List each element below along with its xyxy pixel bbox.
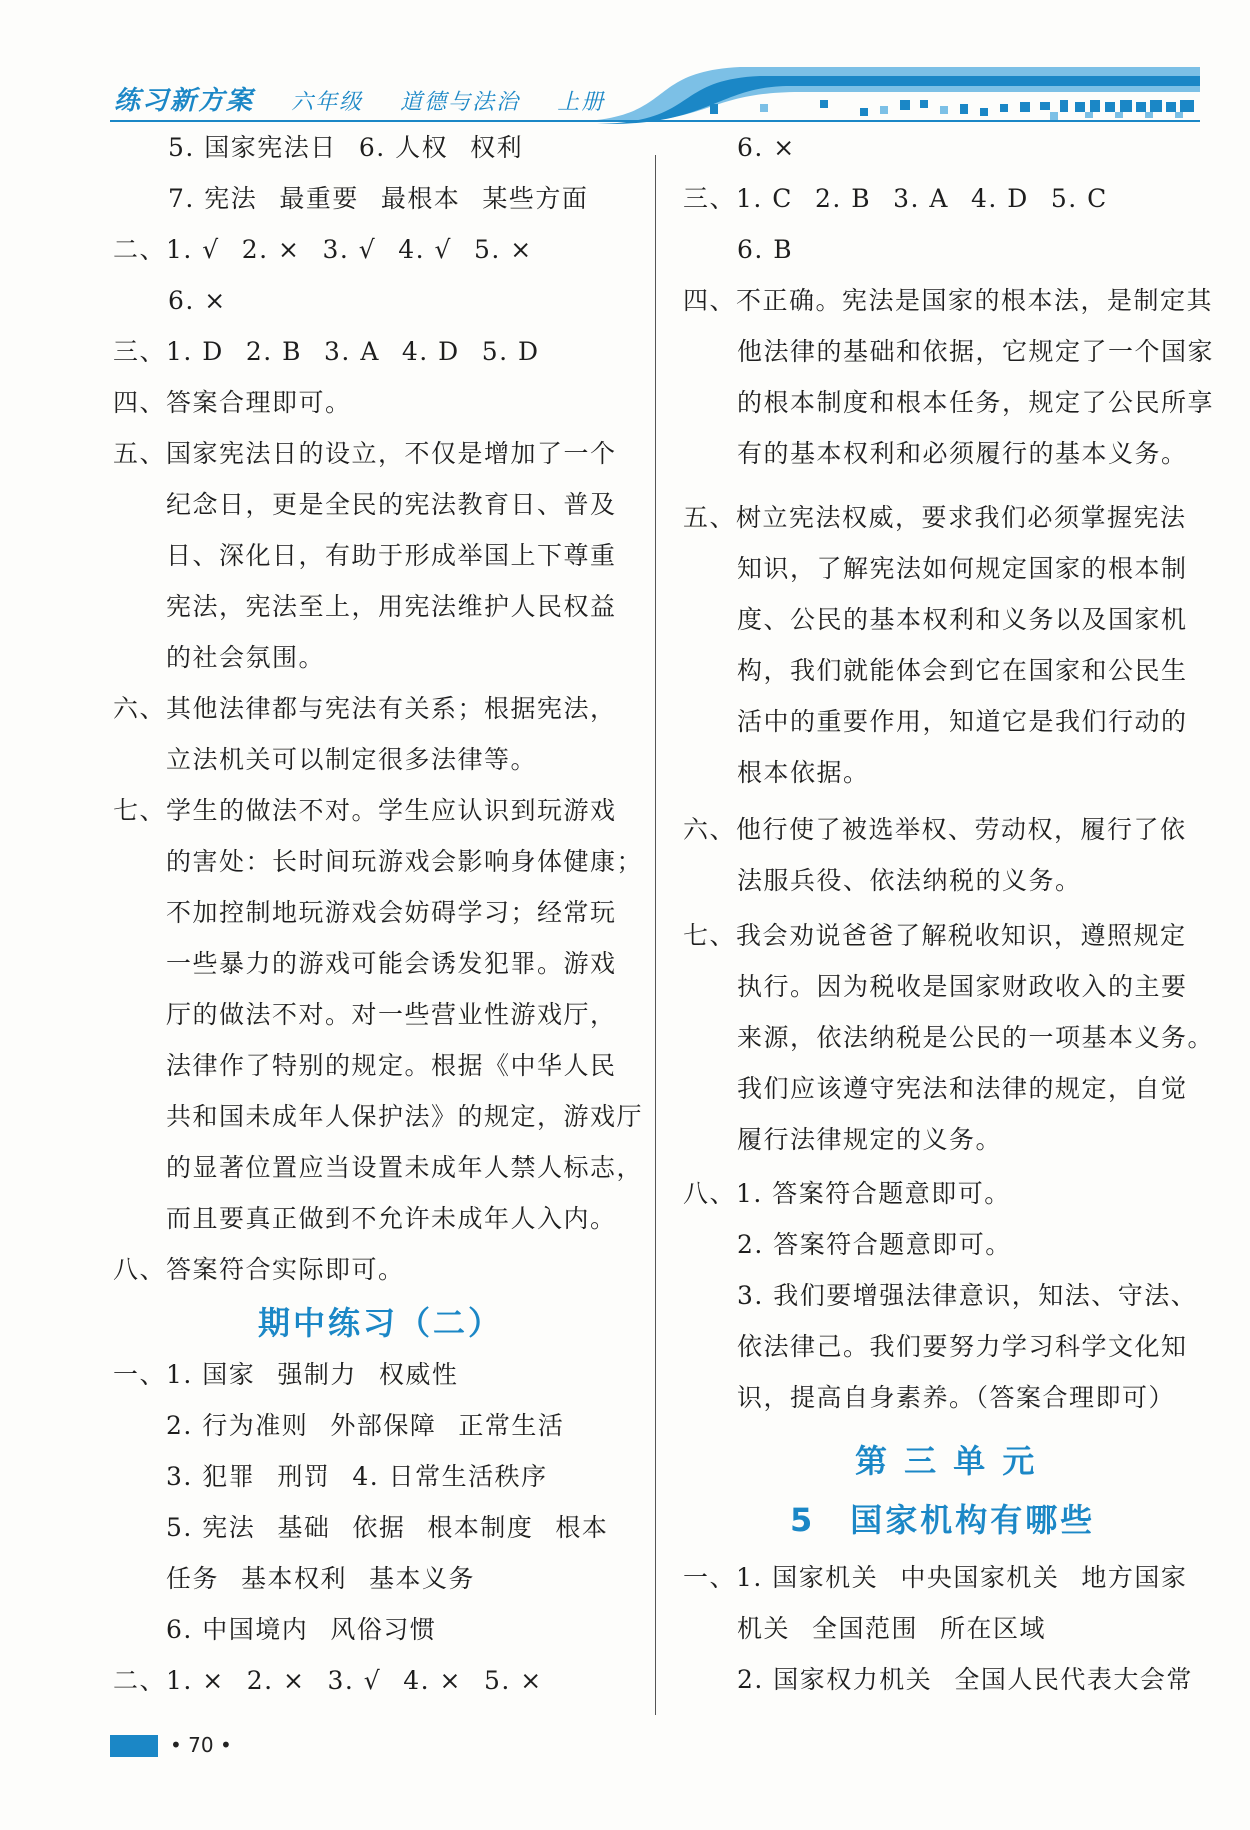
answer-line [166,1202,617,1236]
answer-token: 3. A [893,184,949,213]
answer-line [166,1100,643,1134]
answer-line [683,284,1213,318]
answer-token: 某些方面 [482,184,589,213]
answer-token: 三、1. D [113,337,224,366]
answer-token: 七、学生的做法不对。学生应认识到玩游戏 [113,796,617,825]
answer-token: 一、1. 国家 [113,1360,256,1389]
answer-token: 正常生活 [458,1411,565,1440]
answer-line [737,233,793,267]
answer-token: 强制力 [277,1360,357,1389]
answer-line [113,1253,405,1287]
header-rule [110,120,1200,122]
section-title-midterm: 期中练习（二） [258,1304,504,1342]
answer-token: 6. × [168,286,227,315]
answer-line [113,1358,458,1392]
lesson-title: 5 国家机构有哪些 [790,1501,1096,1539]
answer-token: 日、深化日，有助于形成举国上下尊重 [166,541,617,570]
answer-token: 风俗习惯 [330,1615,437,1644]
answer-token: 的社会氛围。 [166,643,326,672]
answer-line [737,705,1188,739]
answer-token: 2. B [814,184,872,213]
answer-line [113,1664,543,1698]
column-divider [655,155,656,1715]
answer-token: 厅的做法不对。对一些营业性游戏厅， [166,1000,617,1029]
answer-token: 八、答案符合实际即可。 [113,1255,405,1284]
answer-token: 6. B [737,235,794,264]
answer-line [166,1049,617,1083]
answer-line [168,131,523,165]
answer-line [113,437,617,471]
answer-token: 5. C [1050,184,1108,213]
answer-token: 3. √ [327,1666,382,1695]
answer-token: 5. 国家宪法日 [168,133,337,162]
answer-token: 三、1. C [683,184,793,213]
answer-line [166,1511,608,1545]
answer-line [737,437,1188,471]
answer-line [166,1613,436,1647]
answer-token: 有的基本权利和必须履行的基本义务。 [737,439,1188,468]
book-name: 练习新方案 [114,86,255,116]
answer-token: 宪法，宪法至上，用宪法维护人民权益 [166,592,617,621]
answer-token: 2. 答案符合题意即可。 [737,1230,1012,1259]
answer-line [737,603,1188,637]
answer-token: 履行法律规定的义务。 [737,1125,1003,1154]
answer-token: 六、其他法律都与宪法有关系；根据宪法， [113,694,617,723]
answer-line [683,919,1187,953]
answer-line [683,501,1187,535]
answer-line [737,386,1214,420]
answer-token: 4. × [403,1666,462,1695]
answer-token: 全国范围 [812,1614,919,1643]
answer-token: 五、树立宪法权威，要求我们必须掌握宪法 [683,503,1187,532]
answer-token: 二、1. √ [113,235,220,264]
volume-label: 上册 [557,90,606,115]
answer-token: 根本 [555,1513,609,1542]
answer-token: 3. 我们要增强法律意识，知法、守法、 [737,1281,1198,1310]
page-number: • 70 • [170,1733,232,1757]
answer-token: 立法机关可以制定很多法律等。 [166,745,538,774]
answer-line [737,131,796,165]
answer-token: 法服兵役、依法纳税的义务。 [737,866,1082,895]
answer-token: 四、答案合理即可。 [113,388,352,417]
answer-token: 权利 [470,133,524,162]
answer-line [113,335,540,369]
answer-line [737,970,1188,1004]
answer-token: 6. 人权 [358,133,449,162]
answer-line [166,1460,548,1494]
answer-line [683,182,1108,216]
answer-token: 2. B [245,337,303,366]
answer-line [737,1612,1046,1646]
answer-token: 识，提高自身素养。（答案合理即可） [737,1383,1176,1412]
answer-line [166,641,325,675]
answer-line [113,794,617,828]
answer-line [683,1561,1187,1595]
answer-token: 4. 日常生活秩序 [352,1462,548,1491]
answer-line [737,335,1214,369]
answer-token: 2. 国家权力机关 [737,1665,933,1694]
answer-token: 3. √ [322,235,377,264]
answer-token: 四、不正确。宪法是国家的根本法，是制定其 [683,286,1214,315]
answer-token: 的害处：长时间玩游戏会影响身体健康； [166,847,644,876]
answer-token: 不加控制地玩游戏会妨碍学习；经常玩 [166,898,617,927]
answer-token: 六、他行使了被选举权、劳动权，履行了依 [683,815,1187,844]
answer-token: 2. × [241,235,301,264]
answer-line [166,1409,564,1443]
answer-line [113,233,533,267]
answer-token: 我们应该遵守宪法和法律的规定，自觉 [737,1074,1188,1103]
header-title [114,80,631,117]
answer-token: 五、国家宪法日的设立，不仅是增加了一个 [113,439,617,468]
answer-token: 依法律己。我们要努力学习科学文化知 [737,1332,1188,1361]
answer-token: 5. × [473,235,533,264]
answer-token: 刑罚 [277,1462,331,1491]
answer-line [166,488,617,522]
answer-line [168,284,227,318]
answer-token: 而且要真正做到不允许未成年人入内。 [166,1204,617,1233]
answer-token: 6. 中国境内 [166,1615,309,1644]
answer-token: 5. × [483,1666,543,1695]
answer-line [737,552,1188,586]
answer-line [737,1279,1197,1313]
answer-line [166,845,643,879]
answer-token: 一、1. 国家机关 [683,1563,879,1592]
answer-token: 权威性 [378,1360,459,1389]
answer-line [166,896,617,930]
answer-token: 2. 行为准则 [166,1411,309,1440]
answer-token: 知识，了解宪法如何规定国家的根本制 [737,554,1188,583]
answer-token: 执行。因为税收是国家财政收入的主要 [737,972,1188,1001]
answer-token: 所在区域 [940,1614,1047,1643]
answer-line [737,1330,1188,1364]
answer-line [737,864,1082,898]
answer-token: 3. 犯罪 [166,1462,256,1491]
answer-token: 最重要 [279,184,359,213]
answer-token: 机关 [737,1614,791,1643]
answer-token: 外部保障 [330,1411,437,1440]
answer-token: 基础 [277,1513,331,1542]
answer-line [166,539,617,573]
answer-line [683,1177,1011,1211]
answer-line [737,1021,1214,1055]
answer-token: 根本依据。 [737,758,870,787]
answer-token: 的显著位置应当设置未成年人禁人标志， [166,1153,644,1182]
answer-line [166,947,617,981]
answer-token: 的根本制度和根本任务，规定了公民所享 [737,388,1215,417]
answer-token: 2. × [246,1666,306,1695]
answer-line [113,692,617,726]
answer-line [737,756,870,790]
answer-token: 七、我会劝说爸爸了解税收知识，遵照规定 [683,921,1187,950]
answer-line [166,743,537,777]
answer-token: 纪念日，更是全民的宪法教育日、普及 [166,490,617,519]
answer-token: 4. √ [398,235,452,264]
answer-line [737,1072,1188,1106]
answer-token: 二、1. × [113,1666,225,1695]
answer-token: 4. D [401,337,460,366]
answer-token: 5. D [481,337,540,366]
answer-line [113,386,352,420]
answer-token: 中央国家机关 [900,1563,1060,1592]
subject-label: 道德与法治 [400,90,521,115]
answer-line [737,1123,1002,1157]
unit-title: 第 三 单 元 [855,1442,1038,1480]
answer-token: 根本制度 [427,1513,534,1542]
grade-label: 六年级 [291,90,364,115]
answer-token: 7. 宪法 [168,184,258,213]
footer-bar [110,1735,158,1757]
answer-token: 基本义务 [369,1564,476,1593]
answer-token: 八、1. 答案符合题意即可。 [683,1179,1011,1208]
answer-line [737,1663,1193,1697]
answer-line [166,1562,475,1596]
answer-token: 度、公民的基本权利和义务以及国家机 [737,605,1188,634]
answer-line [166,998,617,1032]
answer-token: 5. 宪法 [166,1513,256,1542]
answer-token: 依据 [352,1513,406,1542]
answer-line [737,1228,1012,1262]
answer-token: 共和国未成年人保护法》的规定，游戏厅 [166,1102,644,1131]
answer-token: 法律作了特别的规定。根据《中华人民 [166,1051,617,1080]
answer-line [683,813,1187,847]
answer-line [737,654,1188,688]
answer-line [166,1151,643,1185]
answer-token: 一些暴力的游戏可能会诱发犯罪。游戏 [166,949,617,978]
answer-line [168,182,588,216]
answer-token: 最根本 [380,184,461,213]
answer-token: 6. × [737,133,796,162]
answer-line [166,590,617,624]
answer-token: 3. A [324,337,380,366]
answer-token: 全国人民代表大会常 [954,1665,1193,1694]
answer-token: 来源，依法纳税是公民的一项基本义务。 [737,1023,1215,1052]
answer-token: 地方国家 [1081,1563,1188,1592]
answer-line [737,1381,1175,1415]
answer-token: 4. D [970,184,1029,213]
answer-token: 构，我们就能体会到它在国家和公民生 [737,656,1188,685]
answer-token: 他法律的基础和依据，它规定了一个国家 [737,337,1215,366]
answer-token: 基本权利 [241,1564,348,1593]
answer-token: 任务 [166,1564,220,1593]
answer-token: 活中的重要作用，知道它是我们行动的 [737,707,1188,736]
